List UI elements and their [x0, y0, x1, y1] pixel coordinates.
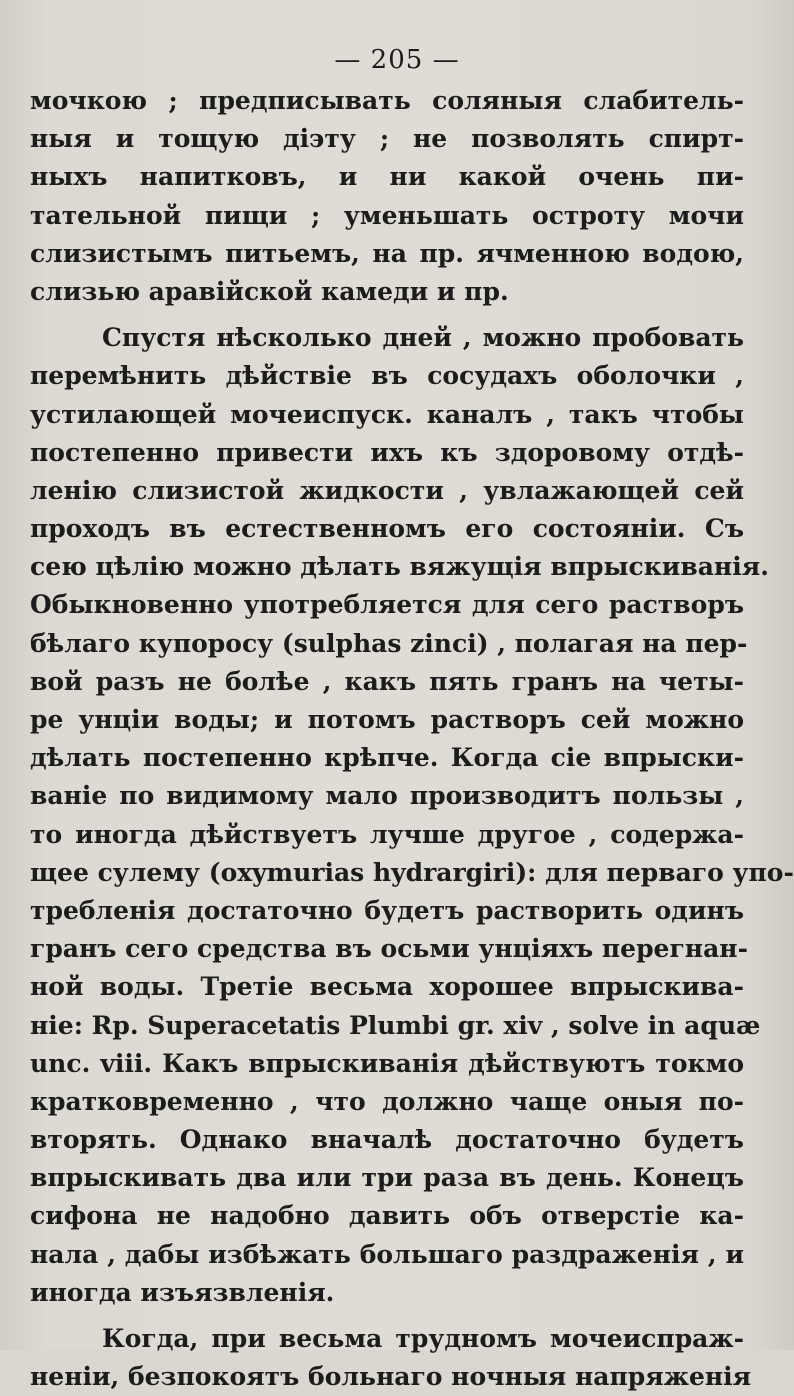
paragraph-start-line: Спустя нѣсколько дней , можно пробовать [102, 323, 744, 353]
text-line: ныя и тощую діэту ; не позволять спирт- [30, 124, 744, 154]
text-line: тательной пищи ; уменьшать остроту мочи [30, 200, 744, 230]
text-line: вой разъ не болѣе , какъ пять гранъ на четы- [30, 666, 744, 696]
text-line: устилающей мочеиспуск. каналъ , такъ чтобы [30, 399, 744, 429]
text-line: сифона не надобно давить объ отверстіе ка- [30, 1201, 744, 1231]
text-line: ніе: Rp. Superacetatis Plumbi gr. xiv , solve in aquæ [30, 1010, 761, 1040]
text-line: кратковременно , что должно чаще оныя по- [30, 1086, 744, 1116]
text-line: слизистымъ питьемъ, на пр. ячменною водою, [30, 238, 744, 268]
text-line: сею цѣлію можно дѣлать вяжущія впрыскиванія. [30, 552, 769, 582]
text-line: вторять. Однако вначалѣ достаточно будетъ [30, 1125, 744, 1155]
text-line: ной воды. Третіе весьма хорошее впрыскива- [30, 972, 744, 1002]
text-line: нала , дабы избѣжать большаго раздраженія , и [30, 1239, 744, 1269]
text-line: постепенно привести ихъ къ здоровому отдѣ- [30, 437, 744, 467]
text-line: ныхъ напитковъ, и ни какой очень пи- [30, 162, 744, 192]
text-line: unc. viii. Какъ впрыскиванія дѣйствуютъ токмо [30, 1048, 744, 1078]
text-line: ре унціи воды; и потомъ растворъ сей можно [30, 705, 744, 734]
text-line: перемѣнить дѣйствіе въ сосудахъ оболочки , [30, 361, 744, 391]
text-line: неніи, безпокоятъ больнаго ночныя напряженія [30, 1362, 752, 1392]
text-line: иногда изъязвленія. [30, 1277, 335, 1307]
text-line: Обыкновенно употребляется для сего растворъ [30, 590, 744, 620]
text-line: дѣлать постепенно крѣпче. Когда сіе впрыски- [30, 743, 744, 773]
text-line: требленія достаточно будетъ растворить одинъ [30, 895, 744, 925]
page-number: — 205 — [334, 45, 460, 75]
text-line: бѣлаго купоросу (sulphas zinci) , полагая на пер- [30, 628, 748, 658]
text-line: мочкою ; предписывать соляныя слабитель- [30, 86, 744, 115]
text-line: то иногда дѣйствуетъ лучше другое , содержа- [30, 819, 744, 849]
body-text [30, 82, 794, 1396]
text-line: гранъ сего средства въ осьми унціяхъ перегнан- [30, 934, 748, 964]
text-line: проходъ въ естественномъ его состояніи. Съ [30, 514, 744, 544]
text-line: щее сулему (oxymurias hydrargiri): для перваго упо- [30, 857, 794, 887]
text-line: ваніе по видимому мало производитъ пользы , [30, 781, 744, 811]
paragraph-start-line: Когда, при весьма трудномъ мочеиспраж- [102, 1324, 744, 1353]
text-line: ленію слизистой жидкости , увлажающей сей [30, 475, 744, 505]
text-line: впрыскивать два или три раза въ день. Конецъ [30, 1163, 744, 1193]
text-line: слизью аравійской камеди и пр. [30, 276, 509, 306]
